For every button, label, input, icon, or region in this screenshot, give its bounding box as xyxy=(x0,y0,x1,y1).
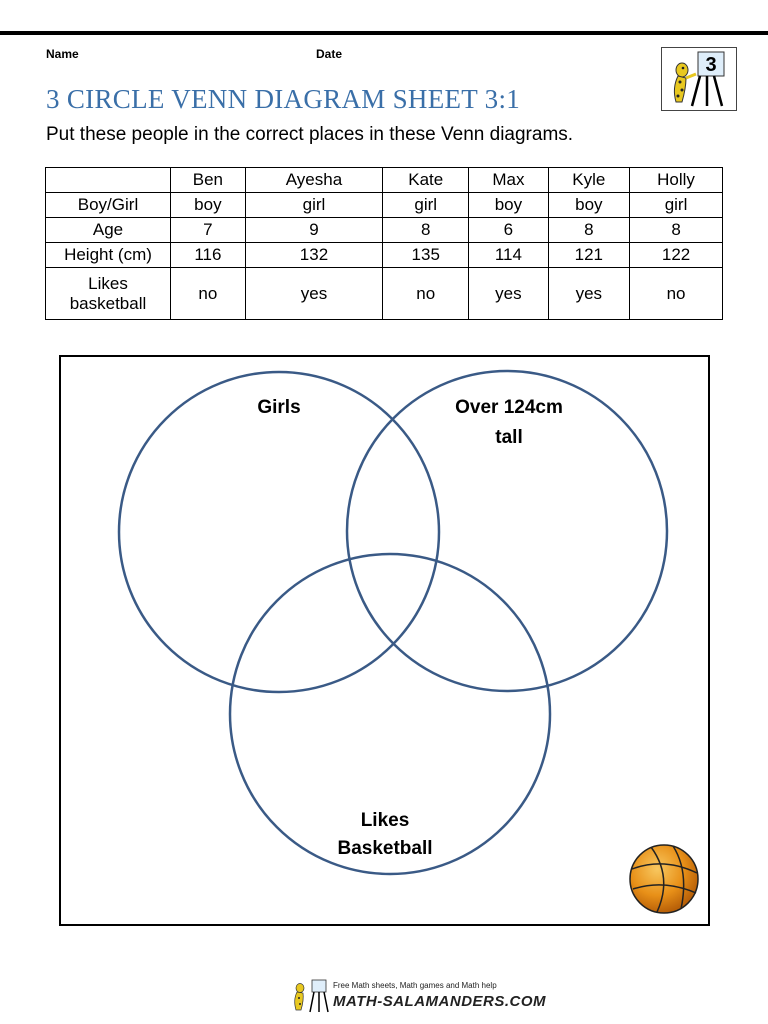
table-cell: 121 xyxy=(548,243,630,268)
row-label: Boy/Girl xyxy=(46,193,171,218)
table-cell: 116 xyxy=(171,243,246,268)
row-label: Height (cm) xyxy=(46,243,171,268)
grade-badge-logo xyxy=(661,47,737,111)
footer-tagline: Free Math sheets, Math games and Math help xyxy=(333,981,497,990)
people-table xyxy=(45,167,723,320)
table-cell: 8 xyxy=(548,218,630,243)
table-cell: girl xyxy=(630,193,723,218)
girls-label: Girls xyxy=(257,397,301,418)
header-cell: Ayesha xyxy=(245,168,382,193)
footer-brand[interactable]: MATH-SALAMANDERS.COM xyxy=(333,993,547,1010)
table-cell: 6 xyxy=(469,218,548,243)
header-cell: Max xyxy=(469,168,548,193)
table-cell: yes xyxy=(548,268,630,320)
header-cell xyxy=(46,168,171,193)
header-cell: Kyle xyxy=(548,168,630,193)
table-cell: 114 xyxy=(469,243,548,268)
header-cell: Kate xyxy=(383,168,469,193)
table-cell: 8 xyxy=(383,218,469,243)
table-cell: girl xyxy=(245,193,382,218)
salamander-logo-icon xyxy=(290,978,332,1014)
table-cell: no xyxy=(171,268,246,320)
grade-number: 3 xyxy=(705,54,717,76)
salamander-grade-icon xyxy=(662,48,736,110)
table-cell: 122 xyxy=(630,243,723,268)
header-cell: Holly xyxy=(630,168,723,193)
name-label: Name xyxy=(46,47,79,61)
table-row xyxy=(46,193,723,218)
table-cell: 135 xyxy=(383,243,469,268)
tall-label: Over 124cm tall xyxy=(455,397,563,448)
table-cell: girl xyxy=(383,193,469,218)
top-rule xyxy=(0,31,768,35)
table-header-row xyxy=(46,168,723,193)
table-cell: 132 xyxy=(245,243,382,268)
table-cell: boy xyxy=(548,193,630,218)
instructions: Put these people in the correct places in these Venn diagrams. xyxy=(46,124,574,145)
table-cell: 9 xyxy=(245,218,382,243)
table-cell: yes xyxy=(469,268,548,320)
venn-diagram-box xyxy=(59,355,710,926)
table-cell: no xyxy=(383,268,469,320)
row-label: Age xyxy=(46,218,171,243)
page-title: 3 CIRCLE VENN DIAGRAM SHEET 3:1 xyxy=(46,84,521,114)
table-cell: 7 xyxy=(171,218,246,243)
date-label: Date xyxy=(316,47,343,61)
table-cell: yes xyxy=(245,268,382,320)
table-row xyxy=(46,243,723,268)
table-row xyxy=(46,218,723,243)
row-label: Likes basketball xyxy=(46,268,171,320)
header-cell: Ben xyxy=(171,168,246,193)
table-cell: boy xyxy=(469,193,548,218)
table-cell: boy xyxy=(171,193,246,218)
table-cell: no xyxy=(630,268,723,320)
basketball-icon xyxy=(630,845,698,913)
basketball-label: Likes Basketball xyxy=(337,810,433,859)
table-row xyxy=(46,268,723,320)
table-cell: 8 xyxy=(630,218,723,243)
